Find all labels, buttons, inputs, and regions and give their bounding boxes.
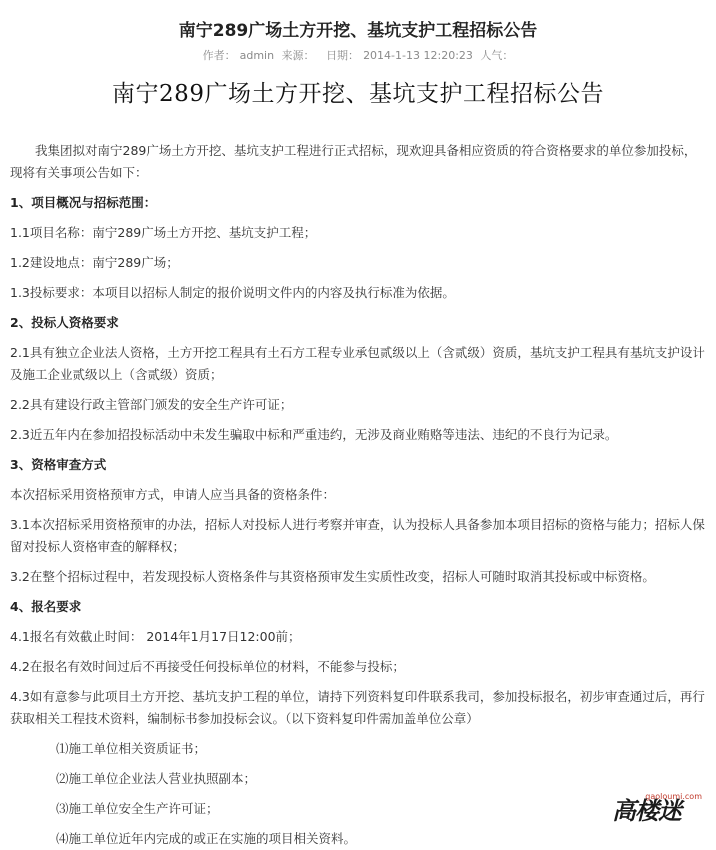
section-heading: 2、投标人资格要求 xyxy=(10,315,119,330)
source-label: 来源： xyxy=(281,49,315,62)
author-label: 作者： xyxy=(202,49,236,62)
section-heading: 4、报名要求 xyxy=(10,599,82,614)
document-list-item: ⑶施工单位安全生产许可证； xyxy=(56,801,219,816)
section-item: 2.3近五年内在参加招投标活动中未发生骗取中标和严重违约，无涉及商业贿赂等违法、违纪的不良行为记录。 xyxy=(10,427,618,442)
section-item: 4.1报名有效截止时间： 2014年1月17日12:00前； xyxy=(10,629,301,644)
article-body xyxy=(10,140,706,850)
section-intro: 本次招标采用资格预审方式，申请人应当具备的资格条件： xyxy=(10,487,336,502)
section-item: 1.3投标要求：本项目以招标人制定的报价说明文件内的内容及执行标准为依据。 xyxy=(10,285,455,300)
article-meta xyxy=(0,48,716,64)
popularity-label: 人气： xyxy=(480,49,514,62)
document-list-item: ⑴施工单位相关资质证书； xyxy=(56,741,207,756)
section-item: 2.1具有独立企业法人资格，土方开挖工程具有土石方工程专业承包贰级以上（含贰级）资质，基坑支护工程具有基坑支护设计及施工企业贰级以上（含贰级）资质； xyxy=(10,345,705,382)
watermark-text: 高楼迷 xyxy=(612,797,681,825)
section-item: 1.2建设地点：南宁289广场； xyxy=(10,255,179,270)
section-item: 4.3如有意参与此项目土方开挖、基坑支护工程的单位，请持下列资料复印件联系我司，参加投标报名，初步审查通过后，再行获取相关工程技术资料，编制标书参加投标会议。（以下资料复印件需加盖单位公章） xyxy=(10,689,705,726)
article-title: 南宁289广场土方开挖、基坑支护工程招标公告 xyxy=(178,21,538,41)
date-label: 日期： xyxy=(326,49,360,62)
watermark-url: gaoloumi.com xyxy=(645,792,702,801)
notice-title: 南宁289广场土方开挖、基坑支护工程招标公告 xyxy=(112,81,604,107)
section-heading: 1、项目概况与招标范围： xyxy=(10,195,157,210)
author-value: admin xyxy=(239,49,275,62)
date-value: 2014-1-13 12:20:23 xyxy=(363,49,473,62)
site-watermark-logo xyxy=(612,792,702,826)
section-item: 4.2在报名有效时间过后不再接受任何投标单位的材料，不能参与投标； xyxy=(10,659,405,674)
document-list-item: ⑵施工单位企业法人营业执照副本； xyxy=(56,771,257,786)
intro-paragraph: 我集团拟对南宁289广场土方开挖、基坑支护工程进行正式招标，现欢迎具备相应资质的符合资格要求的单位参加投标，现将有关事项公告如下： xyxy=(10,143,697,180)
document-list-item: ⑷施工单位近年内完成的或正在实施的项目相关资料。 xyxy=(56,831,357,846)
section-item: 2.2具有建设行政主管部门颁发的安全生产许可证； xyxy=(10,397,293,412)
section-item: 3.1本次招标采用资格预审的办法，招标人对投标人进行考察并审查，认为投标人具备参加本项目招标的资格与能力；招标人保留对投标人资格审查的解释权； xyxy=(10,517,705,554)
section-heading: 3、资格审查方式 xyxy=(10,457,107,472)
section-item: 1.1项目名称：南宁289广场土方开挖、基坑支护工程； xyxy=(10,225,317,240)
section-item: 3.2在整个招标过程中，若发现投标人资格条件与其资格预审发生实质性改变，招标人可随时取消其投标或中标资格。 xyxy=(10,569,655,584)
